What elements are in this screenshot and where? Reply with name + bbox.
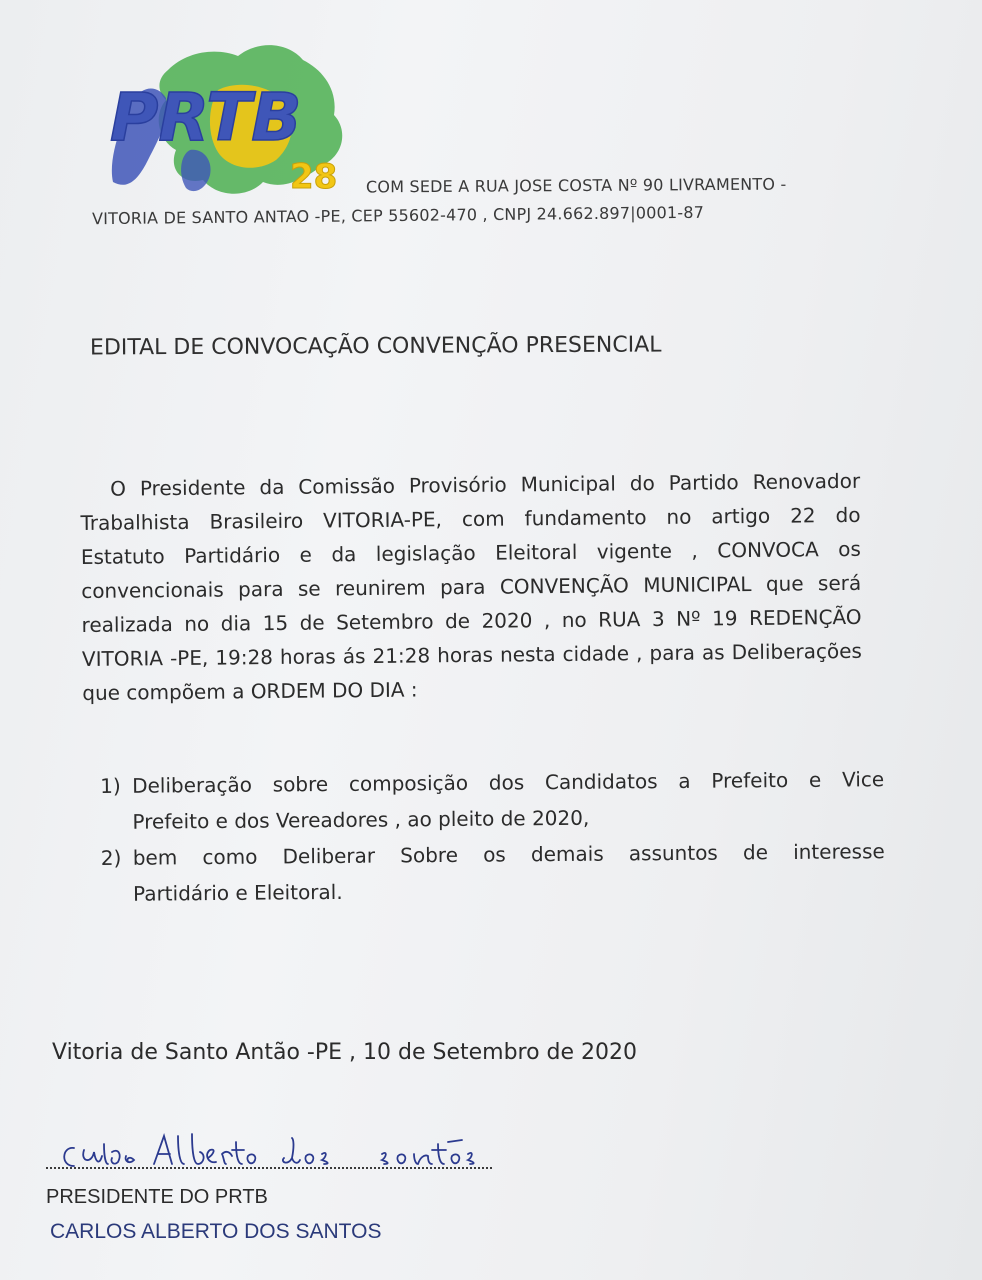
agenda-list xyxy=(100,761,885,912)
logo-text: PRTB xyxy=(110,79,302,156)
agenda-item-number: 1) xyxy=(100,773,121,798)
logo-number: 28 xyxy=(290,157,338,197)
body-line: O Presidente da Comissão Provisório Municipal do Partido Renovador xyxy=(110,468,861,501)
agenda-item-line: Partidário e Eleitoral. xyxy=(132,879,343,906)
agenda-item-text xyxy=(133,833,886,912)
signature-line xyxy=(46,1167,492,1169)
agenda-item-text xyxy=(132,761,885,840)
document-title: EDITAL DE CONVOCAÇÃO CONVENÇÃO PRESENCIAL xyxy=(89,332,662,361)
agenda-item-line: Prefeito e dos Vereadores , ao pleito de 2020, xyxy=(132,805,590,834)
body-line: que compõem a ORDEM DO DIA : xyxy=(82,677,418,705)
body-line: realizada no dia 15 de Setembro de 2020 , no RUA 3 Nº 19 REDENÇÃO xyxy=(81,604,862,637)
body-line: convencionais para se reunirem para CONVENÇÃO MUNICIPAL que será xyxy=(81,570,862,603)
header-address-line-2: VITORIA DE SANTO ANTAO -PE, CEP 55602-470 , CNPJ 24.662.897|0001-87 xyxy=(91,202,705,229)
agenda-item-number: 2) xyxy=(100,845,122,870)
place-and-date: Vitoria de Santo Antão -PE , 10 de Setembro de 2020 xyxy=(52,1040,638,1065)
header-address-line-1: COM SEDE A RUA JOSE COSTA Nº 90 LIVRAMENTO - xyxy=(365,174,787,197)
agenda-item-line: bem como Deliberar Sobre os demais assuntos de interesse xyxy=(132,839,885,870)
body-line: Estatuto Partidário e da legislação Eleitoral vigente , CONVOCA os xyxy=(80,536,861,569)
body-paragraph xyxy=(80,464,862,710)
prtb-logo xyxy=(98,30,360,198)
body-line: VITORIA -PE, 19:28 horas ás 21:28 horas nesta cidade , para as Deliberações xyxy=(81,638,863,671)
agenda-item-line: Deliberação sobre composição dos Candidatos a Prefeito e Vice xyxy=(132,767,885,798)
agenda-item xyxy=(100,761,885,840)
body-line: Trabalhista Brasileiro VITORIA-PE, com fundamento no artigo 22 do xyxy=(80,502,861,535)
agenda-item xyxy=(101,833,886,912)
handwritten-signature xyxy=(52,1118,502,1178)
signer-name: CARLOS ALBERTO DOS SANTOS xyxy=(50,1220,382,1243)
signer-role: PRESIDENTE DO PRTB xyxy=(46,1186,268,1208)
